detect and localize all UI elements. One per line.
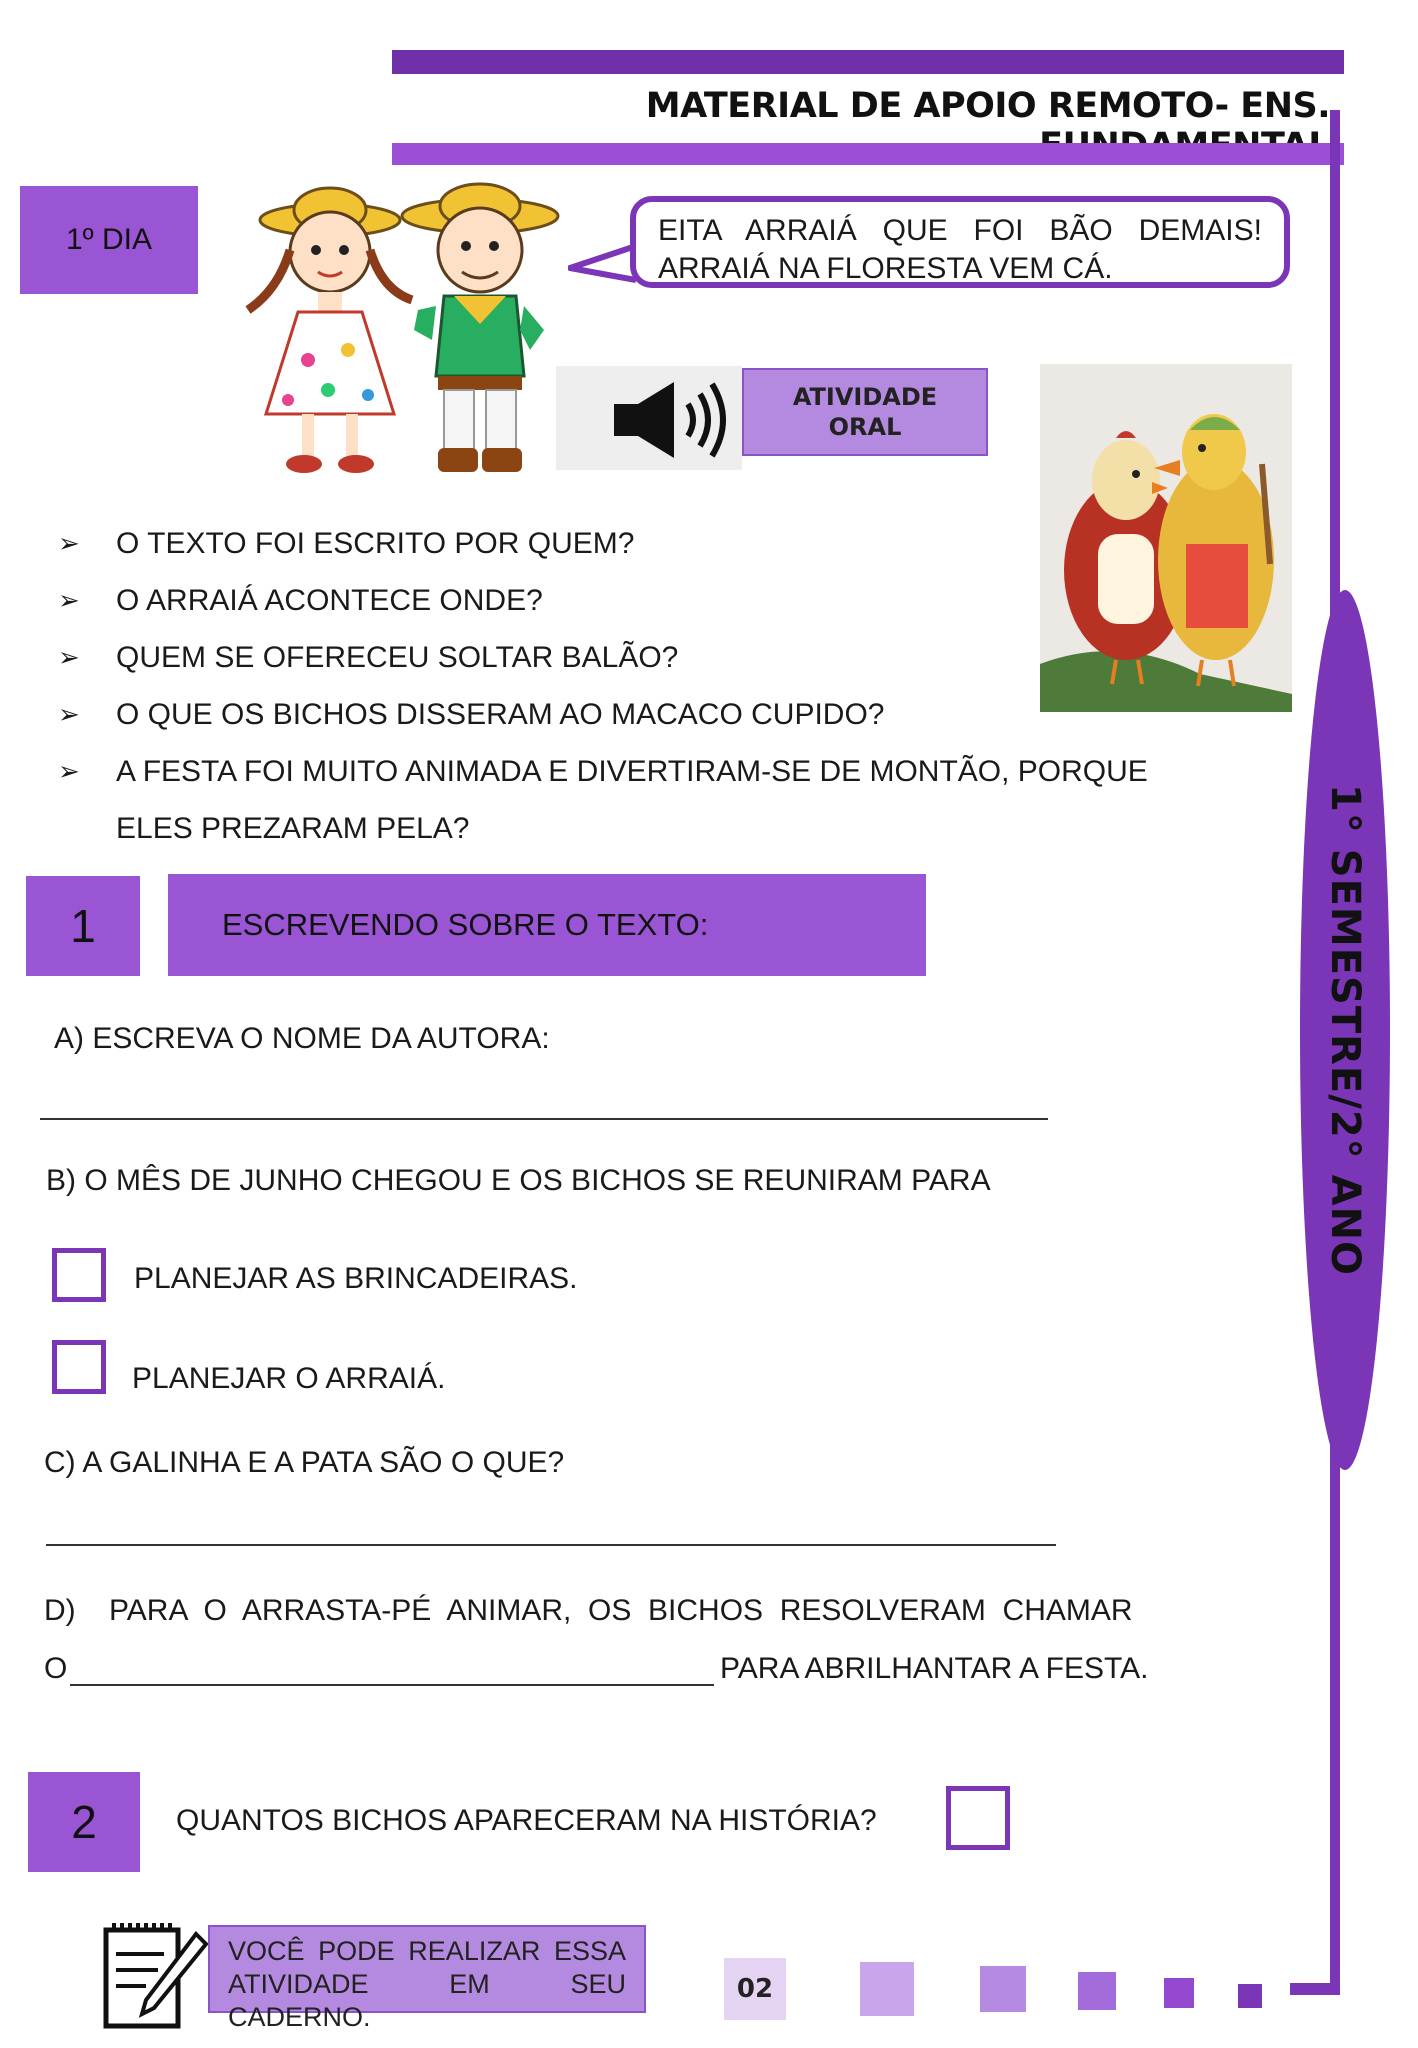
page-title: MATERIAL DE APOIO REMOTO- ENS. [645, 86, 1330, 126]
question-b: B) O MÊS DE JUNHO CHEGOU E OS BICHOS SE REUNIRAM PARA [46, 1164, 991, 1197]
list-item: ➢ O QUE OS BICHOS DISSERAM AO MACACO CUPIDO? [58, 686, 1238, 743]
speech-line-2: ARRAIÁ NA FLORESTA VEM CÁ. [658, 252, 1113, 285]
semester-label: 1° SEMESTRE/2° ANO [1322, 783, 1368, 1277]
bottom-border-line [1290, 1983, 1340, 1995]
question-d-prefix: O [44, 1652, 68, 1685]
section-title-1: ESCREVENDO SOBRE O TEXTO: [168, 874, 926, 976]
day-label: 1º DIA [20, 186, 198, 294]
header-bar-bottom [392, 143, 1344, 165]
answer-line-c[interactable] [46, 1544, 1056, 1546]
answer-line-d[interactable] [70, 1684, 714, 1686]
oral-activity-line-1: ATIVIDADE [792, 383, 938, 411]
list-item: ➢ QUEM SE OFERECEU SOLTAR BALÃO? [58, 629, 1238, 686]
speech-bubble-tail [568, 244, 638, 284]
notebook-pencil-icon [102, 1920, 210, 2030]
arrow-bullet-icon: ➢ [58, 642, 80, 672]
header-bar-top [392, 50, 1344, 74]
note-line-2: ATIVIDADE EM SEU CADERNO. [228, 1969, 626, 2032]
oral-questions-list [58, 515, 1238, 857]
boy-figure [402, 184, 558, 472]
decorative-square-1 [860, 1962, 914, 2016]
question-c: C) A GALINHA E A PATA SÃO O QUE? [44, 1446, 565, 1479]
checkbox-option-1[interactable] [52, 1248, 106, 1302]
oral-activity-line-2: ORAL [828, 413, 902, 441]
girl-figure [248, 188, 412, 473]
section-number-1: 1 [26, 876, 140, 976]
list-item: ➢ O TEXTO FOI ESCRITO POR QUEM? [58, 515, 1238, 572]
option-label-1: PLANEJAR AS BRINCADEIRAS. [134, 1262, 578, 1295]
list-item: ➢ O ARRAIÁ ACONTECE ONDE? [58, 572, 1238, 629]
page-number: 02 [724, 1958, 786, 2020]
decorative-square-4 [1164, 1978, 1194, 2008]
speech-bubble [630, 196, 1290, 288]
oral-activity-badge [742, 368, 988, 456]
question-a: A) ESCREVA O NOME DA AUTORA: [54, 1022, 550, 1055]
arrow-bullet-icon: ➢ [58, 699, 80, 729]
speech-line-1: EITA ARRAIÁ QUE FOI BÃO DEMAIS! [658, 214, 1262, 247]
speaker-icon [608, 378, 738, 462]
decorative-square-2 [980, 1966, 1026, 2012]
list-item-continuation: ELES PREZARAM PELA? [116, 812, 470, 845]
arrow-bullet-icon: ➢ [58, 528, 80, 558]
festa-junina-children-illustration [218, 180, 574, 486]
semester-label-wrap [1300, 590, 1390, 1470]
question-d-line-1: D) PARA O ARRASTA-PÉ ANIMAR, OS BICHOS RESOLVERAM CHAMAR [44, 1594, 1133, 1627]
option-label-2: PLANEJAR O ARRAIÁ. [132, 1362, 446, 1395]
decorative-square-3 [1078, 1972, 1116, 2010]
checkbox-option-2[interactable] [52, 1340, 106, 1394]
answer-line-a[interactable] [40, 1118, 1048, 1120]
section-number-2: 2 [28, 1772, 140, 1872]
list-item: ➢ A FESTA FOI MUITO ANIMADA E DIVERTIRAM-SE DE MONTÃO, PORQUE [58, 743, 1238, 800]
question-d-suffix: PARA ABRILHANTAR A FESTA. [720, 1652, 1149, 1685]
note-line-1: VOCÊ PODE REALIZAR ESSA [228, 1936, 626, 1966]
question-2: QUANTOS BICHOS APARECERAM NA HISTÓRIA? [176, 1804, 877, 1837]
decorative-square-5 [1238, 1984, 1262, 2008]
answer-box-2[interactable] [946, 1786, 1010, 1850]
arrow-bullet-icon: ➢ [58, 585, 80, 615]
notebook-note [208, 1925, 646, 2032]
arrow-bullet-icon: ➢ [58, 756, 80, 786]
